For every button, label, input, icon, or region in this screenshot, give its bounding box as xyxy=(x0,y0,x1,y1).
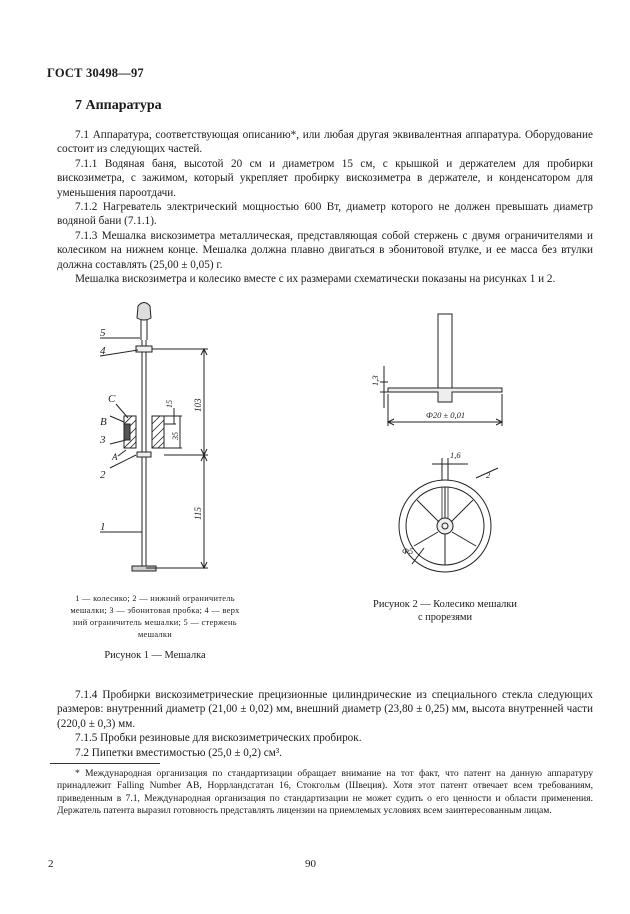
label-2: 2 xyxy=(100,469,106,481)
section-title: 7 Аппаратура xyxy=(75,98,162,113)
body-text-bottom xyxy=(57,688,593,760)
paragraph: 7.1.4 Пробирки вискозиметрические прецизионные цилиндрические из специального стекла следующих размеров: внутренний диаметр (21,00 ± 0,02) мм, внешний диаметр (23,80 ± 0,25) мм, высота внутренней части (220,0 ± 0,3) мм. xyxy=(57,689,593,730)
dim-diameter-20: Ф20 ± 0,01 xyxy=(426,410,466,420)
dim-1-6: 1,6 xyxy=(450,450,461,460)
dim-35: 35 xyxy=(171,432,180,440)
label-5: 5 xyxy=(100,327,106,339)
page-number-left: 2 xyxy=(48,858,54,870)
paragraph: 7.1.1 Водяная баня, высотой 20 см и диаметром 15 см, с крышкой и держателем для пробирки вискозиметра, с зажимом, который укрепляет пробирку вискозиметра в держателе, и конденсатором для уменьшения пароотдачи. xyxy=(57,157,593,199)
footnote-text: * Международная организация по стандартизации обращает внимание на тот факт, что патент на данную аппаратуру принадлежит Falling Number AB, Норрландсгатан 16, Стокгольм (Швеция). Хотя этот патент отвечает всем требованиям, приведенным в 7.1, Международная организация по стандартизации не может судить о его ценности и области применения. Держатель патента выразил готовность представлять лицензии на приемлемых условиях всем заинтересованным лицам. xyxy=(57,768,593,816)
legend-line: ний ограничитель мешалки; 5 — стержень xyxy=(73,618,237,627)
paragraph: 7.1.3 Мешалка вискозиметра металлическая, представляющая собой стержень с двумя ограничителями и колесиком на нижнем конце. Мешалка должна плавно двигаться в эбонитовой втулке, и ее масса без втулки должна составлять (25,00 ± 0,05) г. xyxy=(57,229,593,271)
label-3: 3 xyxy=(100,434,106,446)
figure1-legend xyxy=(40,593,270,641)
legend-line: мешалки xyxy=(137,630,173,639)
dim-1-3: 1,3 xyxy=(370,375,380,386)
paragraph: 7.2 Пипетки вместимостью (25,0 ± 0,2) см³. xyxy=(75,746,282,759)
paragraph: 7.1.2 Нагреватель электрический мощностью 600 Вт, диаметр которого не должен превышать диаметр водяной бани (7.1.1). xyxy=(57,201,593,228)
legend-line: мешалки; 3 — эбонитовая пробка; 4 — верх xyxy=(70,606,240,615)
dim-15: 15 xyxy=(165,400,174,408)
figure2-caption-line2: с прорезями xyxy=(417,612,473,623)
label-1: 1 xyxy=(100,521,106,533)
figure2-caption-line1: Рисунок 2 — Колесико мешалки xyxy=(373,599,517,610)
paragraph: Мешалка вискозиметра и колесико вместе с их размерами схематически показаны на рисунках 1 и 2. xyxy=(75,273,556,286)
dim-diameter-5: Ф5 xyxy=(402,546,414,556)
figure2-caption xyxy=(345,598,545,624)
page-number-center: 90 xyxy=(305,858,316,870)
paragraph: 7.1.5 Пробки резиновые для вискозиметрических пробирок. xyxy=(75,732,362,745)
figure1-caption: Рисунок 1 — Мешалка xyxy=(104,650,206,661)
footnote-separator xyxy=(50,763,160,764)
paragraph: 7.1 Аппаратура, соответствующая описанию*, или любая другая эквивалентная аппаратура. Оборудование состоит из следующих частей. xyxy=(57,129,593,156)
footnote xyxy=(57,768,593,817)
dim-2: 2 xyxy=(486,470,491,480)
dim-103: 103 xyxy=(193,398,203,412)
dim-115: 115 xyxy=(193,507,203,520)
wheel-drawing xyxy=(358,308,538,588)
legend-line: 1 — колесико; 2 — нижний ограничитель xyxy=(75,594,235,603)
label-c: С xyxy=(108,393,116,405)
label-4: 4 xyxy=(100,345,106,357)
label-b: В xyxy=(100,416,107,428)
label-a: А xyxy=(112,452,118,462)
stirrer-drawing xyxy=(80,300,250,585)
document-header: ГОСТ 30498—97 xyxy=(47,66,144,80)
body-text-top xyxy=(57,128,593,286)
